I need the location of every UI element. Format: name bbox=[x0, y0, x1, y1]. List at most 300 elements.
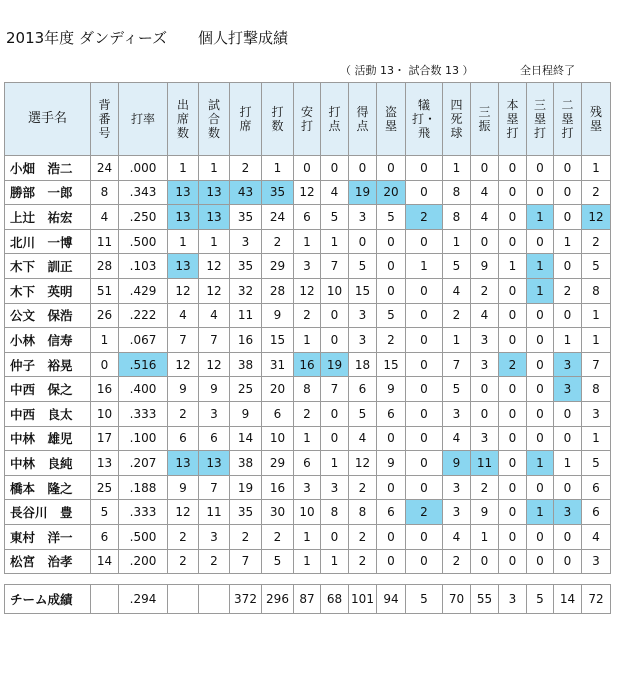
stat-hr: 0 bbox=[499, 156, 527, 181]
stat-games: 12 bbox=[199, 254, 230, 279]
stat-hr: 0 bbox=[499, 500, 527, 525]
stat-runs: 8 bbox=[349, 500, 377, 525]
stat-lob: 1 bbox=[582, 156, 611, 181]
stat-lob: 4 bbox=[582, 524, 611, 549]
stat-avg: .103 bbox=[119, 254, 168, 279]
player-row bbox=[5, 524, 611, 549]
stat-avg: .400 bbox=[119, 377, 168, 402]
stat-triple: 0 bbox=[527, 475, 554, 500]
spacer-cell bbox=[5, 574, 611, 585]
stat-hits: 1 bbox=[294, 328, 321, 353]
stat-hr: 0 bbox=[499, 180, 527, 205]
stat-hr: 0 bbox=[499, 401, 527, 426]
player-row bbox=[5, 278, 611, 303]
stat-double: 1 bbox=[554, 328, 582, 353]
stat-pa: 2 bbox=[230, 156, 262, 181]
stat-rbi: 1 bbox=[321, 451, 349, 476]
stat-games: 7 bbox=[199, 475, 230, 500]
stat-ab: 16 bbox=[262, 475, 294, 500]
stat-sb: 20 bbox=[377, 180, 406, 205]
player-name: 長谷川 豊 bbox=[5, 500, 91, 525]
header-hr: 本塁打 bbox=[499, 83, 527, 156]
header-ab: 打数 bbox=[262, 83, 294, 156]
player-row bbox=[5, 229, 611, 254]
stat-games: 2 bbox=[199, 549, 230, 574]
stat-hits: 2 bbox=[294, 303, 321, 328]
stat-runs: 6 bbox=[349, 377, 377, 402]
stat-lob: 1 bbox=[582, 303, 611, 328]
stat-rbi: 0 bbox=[321, 426, 349, 451]
player-name: 北川 一博 bbox=[5, 229, 91, 254]
stat-rbi: 10 bbox=[321, 278, 349, 303]
stat-avg: .000 bbox=[119, 156, 168, 181]
stat-pa: 2 bbox=[230, 524, 262, 549]
stat-ab: 30 bbox=[262, 500, 294, 525]
stat-sac: 2 bbox=[406, 205, 443, 230]
stat-hr: 0 bbox=[499, 229, 527, 254]
stat-games: 13 bbox=[199, 451, 230, 476]
stat-ab: 20 bbox=[262, 377, 294, 402]
stat-ab: 35 bbox=[262, 180, 294, 205]
stat-hr: 1 bbox=[499, 254, 527, 279]
stat-triple: 0 bbox=[527, 549, 554, 574]
team-total-label: チーム成績 bbox=[5, 585, 91, 614]
total-games bbox=[199, 585, 230, 614]
stat-so: 0 bbox=[471, 549, 499, 574]
stat-triple: 0 bbox=[527, 328, 554, 353]
stat-sb: 2 bbox=[377, 328, 406, 353]
player-name: 橋本 隆之 bbox=[5, 475, 91, 500]
stat-bb: 2 bbox=[443, 549, 471, 574]
stat-ab: 5 bbox=[262, 549, 294, 574]
stat-double: 0 bbox=[554, 156, 582, 181]
stat-bb: 4 bbox=[443, 278, 471, 303]
stat-double: 2 bbox=[554, 278, 582, 303]
stat-pa: 35 bbox=[230, 254, 262, 279]
stat-sac: 2 bbox=[406, 500, 443, 525]
stat-triple: 1 bbox=[527, 500, 554, 525]
stat-runs: 12 bbox=[349, 451, 377, 476]
stat-sb: 0 bbox=[377, 254, 406, 279]
header-avg: 打率 bbox=[119, 83, 168, 156]
player-row bbox=[5, 328, 611, 353]
total-double: 14 bbox=[554, 585, 582, 614]
stat-number: 4 bbox=[91, 205, 119, 230]
stat-hr: 0 bbox=[499, 205, 527, 230]
player-row bbox=[5, 180, 611, 205]
stat-number: 13 bbox=[91, 451, 119, 476]
player-name: 仲子 裕晃 bbox=[5, 352, 91, 377]
stat-bb: 7 bbox=[443, 352, 471, 377]
stat-hits: 1 bbox=[294, 549, 321, 574]
stat-pa: 14 bbox=[230, 426, 262, 451]
stat-hr: 2 bbox=[499, 352, 527, 377]
header-sb: 盗塁 bbox=[377, 83, 406, 156]
stat-bb: 3 bbox=[443, 475, 471, 500]
stat-lob: 12 bbox=[582, 205, 611, 230]
stat-pa: 7 bbox=[230, 549, 262, 574]
stat-sac: 0 bbox=[406, 180, 443, 205]
stat-sac: 0 bbox=[406, 426, 443, 451]
total-runs: 101 bbox=[349, 585, 377, 614]
stat-sac: 0 bbox=[406, 229, 443, 254]
player-name: 中西 保之 bbox=[5, 377, 91, 402]
stat-bb: 1 bbox=[443, 328, 471, 353]
header-triple: 三塁打 bbox=[527, 83, 554, 156]
stat-pa: 9 bbox=[230, 401, 262, 426]
table-header bbox=[5, 83, 611, 156]
stat-double: 0 bbox=[554, 524, 582, 549]
stat-number: 8 bbox=[91, 180, 119, 205]
player-row bbox=[5, 426, 611, 451]
stat-runs: 2 bbox=[349, 549, 377, 574]
player-row bbox=[5, 475, 611, 500]
stat-sb: 9 bbox=[377, 377, 406, 402]
stat-lob: 1 bbox=[582, 426, 611, 451]
stat-pa: 16 bbox=[230, 328, 262, 353]
stat-triple: 0 bbox=[527, 377, 554, 402]
stat-number: 28 bbox=[91, 254, 119, 279]
total-hits: 87 bbox=[294, 585, 321, 614]
stat-bb: 4 bbox=[443, 426, 471, 451]
stat-games: 6 bbox=[199, 426, 230, 451]
player-name: 中林 良純 bbox=[5, 451, 91, 476]
stat-games: 12 bbox=[199, 352, 230, 377]
stat-triple: 1 bbox=[527, 451, 554, 476]
total-pa: 372 bbox=[230, 585, 262, 614]
stat-games: 7 bbox=[199, 328, 230, 353]
stat-avg: .222 bbox=[119, 303, 168, 328]
stat-ab: 29 bbox=[262, 451, 294, 476]
stat-runs: 4 bbox=[349, 426, 377, 451]
stat-appearances: 1 bbox=[168, 156, 199, 181]
stat-so: 0 bbox=[471, 377, 499, 402]
stat-rbi: 1 bbox=[321, 229, 349, 254]
stat-sac: 1 bbox=[406, 254, 443, 279]
stat-double: 0 bbox=[554, 401, 582, 426]
stat-sac: 0 bbox=[406, 156, 443, 181]
stat-bb: 8 bbox=[443, 180, 471, 205]
stat-ab: 24 bbox=[262, 205, 294, 230]
stat-hr: 0 bbox=[499, 524, 527, 549]
stat-number: 6 bbox=[91, 524, 119, 549]
header-pa: 打席 bbox=[230, 83, 262, 156]
season-status: 全日程終了 bbox=[520, 64, 575, 77]
stat-pa: 38 bbox=[230, 451, 262, 476]
player-name: 小畑 浩二 bbox=[5, 156, 91, 181]
header-bb: 四死球 bbox=[443, 83, 471, 156]
stat-pa: 11 bbox=[230, 303, 262, 328]
stat-lob: 2 bbox=[582, 180, 611, 205]
stat-hits: 3 bbox=[294, 475, 321, 500]
stat-games: 13 bbox=[199, 180, 230, 205]
stat-hr: 0 bbox=[499, 451, 527, 476]
stat-sac: 0 bbox=[406, 377, 443, 402]
stat-triple: 0 bbox=[527, 352, 554, 377]
stat-ab: 2 bbox=[262, 524, 294, 549]
stat-sac: 0 bbox=[406, 524, 443, 549]
stat-double: 3 bbox=[554, 352, 582, 377]
stat-appearances: 9 bbox=[168, 475, 199, 500]
stat-number: 5 bbox=[91, 500, 119, 525]
activity-count: （ 活動 13・ 試合数 13 ） bbox=[340, 64, 474, 77]
stat-triple: 0 bbox=[527, 426, 554, 451]
header-appearances: 出席数 bbox=[168, 83, 199, 156]
stat-runs: 2 bbox=[349, 475, 377, 500]
stat-triple: 0 bbox=[527, 401, 554, 426]
title-report: 個人打撃成績 bbox=[197, 29, 288, 47]
stat-rbi: 7 bbox=[321, 254, 349, 279]
stat-sac: 0 bbox=[406, 278, 443, 303]
stat-triple: 1 bbox=[527, 205, 554, 230]
stat-lob: 5 bbox=[582, 451, 611, 476]
stat-lob: 6 bbox=[582, 475, 611, 500]
stat-pa: 35 bbox=[230, 500, 262, 525]
stat-number: 1 bbox=[91, 328, 119, 353]
stat-pa: 35 bbox=[230, 205, 262, 230]
stat-number: 11 bbox=[91, 229, 119, 254]
stat-bb: 9 bbox=[443, 451, 471, 476]
stat-sb: 0 bbox=[377, 426, 406, 451]
stat-rbi: 3 bbox=[321, 475, 349, 500]
stat-hits: 2 bbox=[294, 401, 321, 426]
header-double: 二塁打 bbox=[554, 83, 582, 156]
total-appearances bbox=[168, 585, 199, 614]
player-name: 小林 信寿 bbox=[5, 328, 91, 353]
player-row bbox=[5, 303, 611, 328]
title-year: 2013年度 bbox=[6, 29, 75, 47]
header-lob: 残塁 bbox=[582, 83, 611, 156]
stat-sac: 0 bbox=[406, 451, 443, 476]
player-name: 中西 良太 bbox=[5, 401, 91, 426]
stat-appearances: 12 bbox=[168, 500, 199, 525]
stat-avg: .429 bbox=[119, 278, 168, 303]
stat-sac: 0 bbox=[406, 303, 443, 328]
header-sac: 犠打・飛 bbox=[406, 83, 443, 156]
header-row bbox=[5, 83, 611, 156]
stat-runs: 0 bbox=[349, 229, 377, 254]
table-body bbox=[5, 156, 611, 614]
stat-double: 0 bbox=[554, 475, 582, 500]
stat-games: 11 bbox=[199, 500, 230, 525]
stat-triple: 1 bbox=[527, 278, 554, 303]
stat-hr: 0 bbox=[499, 303, 527, 328]
stat-bb: 5 bbox=[443, 254, 471, 279]
stat-rbi: 0 bbox=[321, 524, 349, 549]
stat-rbi: 19 bbox=[321, 352, 349, 377]
stat-so: 0 bbox=[471, 229, 499, 254]
stat-hr: 0 bbox=[499, 328, 527, 353]
header-so: 三振 bbox=[471, 83, 499, 156]
stat-sac: 0 bbox=[406, 328, 443, 353]
stat-hits: 6 bbox=[294, 451, 321, 476]
stat-so: 11 bbox=[471, 451, 499, 476]
stat-rbi: 5 bbox=[321, 205, 349, 230]
header-games: 試合数 bbox=[199, 83, 230, 156]
stat-so: 9 bbox=[471, 254, 499, 279]
stat-sb: 0 bbox=[377, 475, 406, 500]
player-name: 松宮 治孝 bbox=[5, 549, 91, 574]
stat-rbi: 0 bbox=[321, 303, 349, 328]
stat-appearances: 13 bbox=[168, 180, 199, 205]
stat-hits: 1 bbox=[294, 229, 321, 254]
stat-avg: .188 bbox=[119, 475, 168, 500]
stat-runs: 15 bbox=[349, 278, 377, 303]
stat-so: 3 bbox=[471, 426, 499, 451]
stat-runs: 3 bbox=[349, 303, 377, 328]
stat-rbi: 7 bbox=[321, 377, 349, 402]
stat-sb: 0 bbox=[377, 549, 406, 574]
stat-lob: 6 bbox=[582, 500, 611, 525]
player-row bbox=[5, 254, 611, 279]
page-title bbox=[6, 27, 288, 48]
stat-double: 0 bbox=[554, 426, 582, 451]
player-row bbox=[5, 401, 611, 426]
stat-avg: .067 bbox=[119, 328, 168, 353]
stat-hr: 0 bbox=[499, 549, 527, 574]
stat-rbi: 0 bbox=[321, 328, 349, 353]
team-total-row bbox=[5, 585, 611, 614]
stat-runs: 2 bbox=[349, 524, 377, 549]
stat-hits: 12 bbox=[294, 180, 321, 205]
stat-lob: 8 bbox=[582, 278, 611, 303]
stat-ab: 6 bbox=[262, 401, 294, 426]
stat-double: 1 bbox=[554, 229, 582, 254]
stat-number: 24 bbox=[91, 156, 119, 181]
stat-avg: .100 bbox=[119, 426, 168, 451]
stat-bb: 3 bbox=[443, 500, 471, 525]
player-row bbox=[5, 377, 611, 402]
stat-appearances: 13 bbox=[168, 205, 199, 230]
stat-ab: 29 bbox=[262, 254, 294, 279]
stat-appearances: 2 bbox=[168, 524, 199, 549]
stat-so: 9 bbox=[471, 500, 499, 525]
stat-sb: 6 bbox=[377, 401, 406, 426]
stat-appearances: 2 bbox=[168, 549, 199, 574]
stat-ab: 28 bbox=[262, 278, 294, 303]
stat-lob: 3 bbox=[582, 401, 611, 426]
player-name: 勝部 一郎 bbox=[5, 180, 91, 205]
stat-sb: 5 bbox=[377, 303, 406, 328]
stat-lob: 8 bbox=[582, 377, 611, 402]
stat-sac: 0 bbox=[406, 401, 443, 426]
stat-triple: 0 bbox=[527, 303, 554, 328]
stat-bb: 2 bbox=[443, 303, 471, 328]
stat-games: 3 bbox=[199, 524, 230, 549]
stat-triple: 1 bbox=[527, 254, 554, 279]
stat-games: 1 bbox=[199, 156, 230, 181]
player-row bbox=[5, 549, 611, 574]
stat-number: 14 bbox=[91, 549, 119, 574]
stat-appearances: 13 bbox=[168, 451, 199, 476]
stat-games: 1 bbox=[199, 229, 230, 254]
stat-pa: 38 bbox=[230, 352, 262, 377]
stat-so: 3 bbox=[471, 352, 499, 377]
stat-number: 16 bbox=[91, 377, 119, 402]
total-ab: 296 bbox=[262, 585, 294, 614]
total-number bbox=[91, 585, 119, 614]
stat-hits: 1 bbox=[294, 524, 321, 549]
stat-sb: 0 bbox=[377, 229, 406, 254]
stat-hits: 1 bbox=[294, 426, 321, 451]
stat-number: 17 bbox=[91, 426, 119, 451]
player-name: 公文 保浩 bbox=[5, 303, 91, 328]
stat-sac: 0 bbox=[406, 352, 443, 377]
stat-lob: 1 bbox=[582, 328, 611, 353]
stat-double: 1 bbox=[554, 451, 582, 476]
stat-avg: .333 bbox=[119, 401, 168, 426]
stat-sb: 0 bbox=[377, 278, 406, 303]
stat-sb: 15 bbox=[377, 352, 406, 377]
stat-games: 12 bbox=[199, 278, 230, 303]
total-so: 55 bbox=[471, 585, 499, 614]
stat-so: 0 bbox=[471, 401, 499, 426]
header-rbi: 打点 bbox=[321, 83, 349, 156]
stat-rbi: 8 bbox=[321, 500, 349, 525]
stat-hr: 0 bbox=[499, 278, 527, 303]
stat-double: 0 bbox=[554, 303, 582, 328]
stat-triple: 0 bbox=[527, 524, 554, 549]
stat-hits: 10 bbox=[294, 500, 321, 525]
spacer-row bbox=[5, 574, 611, 585]
stat-runs: 3 bbox=[349, 205, 377, 230]
stat-hits: 6 bbox=[294, 205, 321, 230]
stat-so: 4 bbox=[471, 205, 499, 230]
stat-lob: 5 bbox=[582, 254, 611, 279]
stat-triple: 0 bbox=[527, 229, 554, 254]
player-row bbox=[5, 205, 611, 230]
stat-games: 13 bbox=[199, 205, 230, 230]
stat-sb: 6 bbox=[377, 500, 406, 525]
stat-rbi: 0 bbox=[321, 156, 349, 181]
stat-sb: 9 bbox=[377, 451, 406, 476]
player-row bbox=[5, 156, 611, 181]
stat-double: 0 bbox=[554, 549, 582, 574]
stat-appearances: 7 bbox=[168, 328, 199, 353]
stat-so: 4 bbox=[471, 180, 499, 205]
stat-avg: .500 bbox=[119, 229, 168, 254]
stat-avg: .516 bbox=[119, 352, 168, 377]
stat-pa: 19 bbox=[230, 475, 262, 500]
player-name: 上辻 祐宏 bbox=[5, 205, 91, 230]
stat-so: 3 bbox=[471, 328, 499, 353]
stat-sb: 0 bbox=[377, 156, 406, 181]
stat-avg: .250 bbox=[119, 205, 168, 230]
player-row bbox=[5, 451, 611, 476]
stat-games: 9 bbox=[199, 377, 230, 402]
stat-number: 10 bbox=[91, 401, 119, 426]
stat-ab: 10 bbox=[262, 426, 294, 451]
stat-hits: 3 bbox=[294, 254, 321, 279]
stat-number: 25 bbox=[91, 475, 119, 500]
stat-appearances: 13 bbox=[168, 254, 199, 279]
header-name: 選手名 bbox=[5, 83, 91, 156]
stat-ab: 15 bbox=[262, 328, 294, 353]
stat-bb: 8 bbox=[443, 205, 471, 230]
stat-double: 0 bbox=[554, 205, 582, 230]
stat-runs: 18 bbox=[349, 352, 377, 377]
stat-bb: 5 bbox=[443, 377, 471, 402]
stat-lob: 7 bbox=[582, 352, 611, 377]
player-name: 木下 英明 bbox=[5, 278, 91, 303]
total-sb: 94 bbox=[377, 585, 406, 614]
stat-avg: .333 bbox=[119, 500, 168, 525]
stat-appearances: 4 bbox=[168, 303, 199, 328]
stat-games: 3 bbox=[199, 401, 230, 426]
player-row bbox=[5, 500, 611, 525]
stat-bb: 4 bbox=[443, 524, 471, 549]
stat-bb: 3 bbox=[443, 401, 471, 426]
